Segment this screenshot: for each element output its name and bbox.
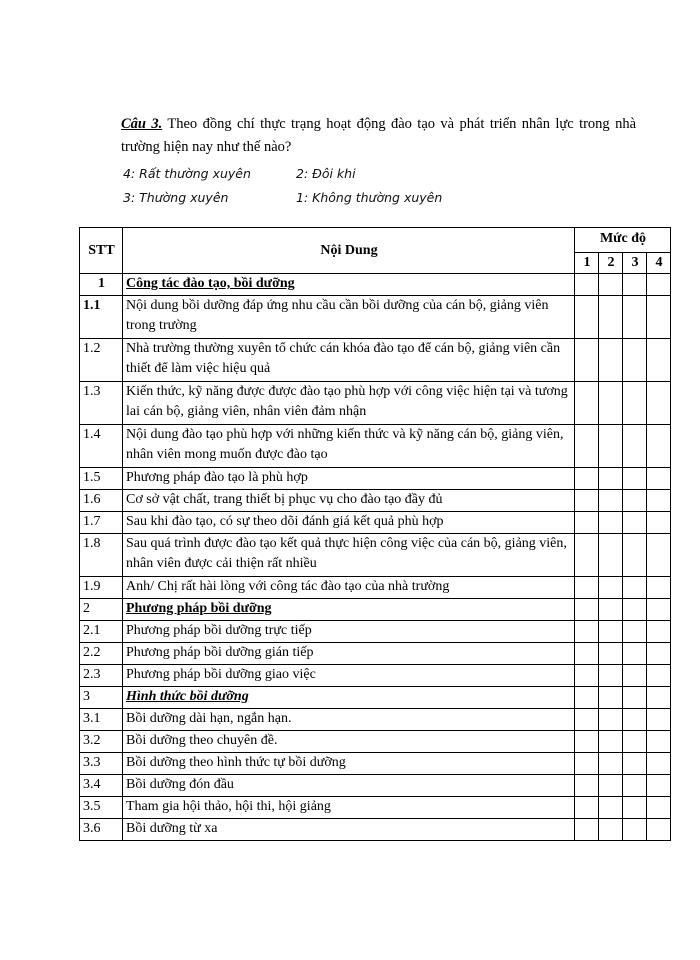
rating-cell-level-4[interactable] (647, 775, 671, 797)
rating-cell-level-2[interactable] (599, 665, 623, 687)
rating-cell-level-2[interactable] (599, 468, 623, 490)
row-number: 3.2 (80, 731, 123, 753)
table-row (80, 731, 671, 753)
row-number: 1 (80, 274, 123, 296)
rating-cell-level-1[interactable] (575, 468, 599, 490)
rating-cell-level-4[interactable] (647, 797, 671, 819)
row-content: Cơ sở vật chất, trang thiết bị phục vụ cho đào tạo đầy đủ (123, 490, 575, 512)
rating-cell-level-3[interactable] (623, 643, 647, 665)
rating-cell-level-4[interactable] (647, 643, 671, 665)
rating-cell-level-1[interactable] (575, 339, 599, 382)
rating-cell-level-3[interactable] (623, 687, 647, 709)
rating-cell-level-2[interactable] (599, 577, 623, 599)
table-row (80, 512, 671, 534)
table-row (80, 687, 671, 709)
rating-cell-level-3[interactable] (623, 819, 647, 841)
rating-cell-level-1[interactable] (575, 534, 599, 577)
row-content: Kiến thức, kỹ năng được được đào tạo phù hợp với công việc hiện tại và tương lai cán bộ, giảng viên, nhân viên đảm nhận (123, 382, 575, 425)
table-row (80, 797, 671, 819)
rating-cell-level-1[interactable] (575, 643, 599, 665)
rating-cell-level-2[interactable] (599, 512, 623, 534)
header-level: Mức độ (575, 228, 671, 253)
rating-cell-level-4[interactable] (647, 534, 671, 577)
question-label: Câu 3. (121, 116, 163, 132)
row-number: 1.8 (80, 534, 123, 577)
row-content: Nhà trường thường xuyên tổ chức cán khóa đào tạo để cán bộ, giảng viên cần thiết để làm việc hiệu quả (123, 339, 575, 382)
question-block (121, 113, 636, 159)
table-row (80, 621, 671, 643)
rating-cell-level-3[interactable] (623, 339, 647, 382)
header-level-1: 1 (575, 253, 599, 274)
row-number: 1.6 (80, 490, 123, 512)
row-content: Phương pháp bồi dưỡng (123, 599, 575, 621)
row-number: 1.2 (80, 339, 123, 382)
rating-cell-level-3[interactable] (623, 296, 647, 339)
row-content: Sau quá trình được đào tạo kết quả thực hiện công việc của cán bộ, giảng viên, nhân viên được cải thiện rất nhiều (123, 534, 575, 577)
header-stt: STT (80, 228, 123, 274)
rating-cell-level-1[interactable] (575, 490, 599, 512)
rating-cell-level-4[interactable] (647, 339, 671, 382)
row-number: 1.7 (80, 512, 123, 534)
rating-cell-level-1[interactable] (575, 819, 599, 841)
rating-cell-level-3[interactable] (623, 665, 647, 687)
rating-cell-level-3[interactable] (623, 274, 647, 296)
rating-cell-level-4[interactable] (647, 512, 671, 534)
rating-scale-legend (123, 162, 442, 210)
rating-cell-level-1[interactable] (575, 775, 599, 797)
table-row (80, 819, 671, 841)
table-row (80, 534, 671, 577)
rating-cell-level-3[interactable] (623, 468, 647, 490)
row-content: Hình thức bồi dưỡng (123, 687, 575, 709)
row-content: Anh/ Chị rất hài lòng với công tác đào tạo của nhà trường (123, 577, 575, 599)
table-row (80, 339, 671, 382)
table-row (80, 665, 671, 687)
row-content: Phương pháp bồi dưỡng trực tiếp (123, 621, 575, 643)
rating-cell-level-2[interactable] (599, 753, 623, 775)
table-row (80, 274, 671, 296)
row-number: 3.4 (80, 775, 123, 797)
rating-cell-level-3[interactable] (623, 709, 647, 731)
rating-cell-level-4[interactable] (647, 819, 671, 841)
question-text: Theo đồng chí thực trạng hoạt động đào tạo và phát triển nhân lực trong nhà trường hiện nay như thế nào? (121, 116, 637, 155)
row-content: Phương pháp bồi dưỡng gián tiếp (123, 643, 575, 665)
row-number: 3.3 (80, 753, 123, 775)
rating-cell-level-2[interactable] (599, 775, 623, 797)
rating-cell-level-2[interactable] (599, 274, 623, 296)
row-content: Bồi dưỡng dài hạn, ngắn hạn. (123, 709, 575, 731)
table-row (80, 296, 671, 339)
header-level-4: 4 (647, 253, 671, 274)
row-number: 2.2 (80, 643, 123, 665)
rating-cell-level-2[interactable] (599, 797, 623, 819)
rating-cell-level-2[interactable] (599, 819, 623, 841)
rating-cell-level-2[interactable] (599, 382, 623, 425)
rating-cell-level-4[interactable] (647, 621, 671, 643)
row-number: 2.3 (80, 665, 123, 687)
rating-cell-level-2[interactable] (599, 709, 623, 731)
rating-cell-level-1[interactable] (575, 665, 599, 687)
table-row (80, 709, 671, 731)
rating-cell-level-2[interactable] (599, 731, 623, 753)
scale-option-2: 2: Đôi khi (296, 166, 356, 181)
rating-cell-level-3[interactable] (623, 425, 647, 468)
table-row (80, 775, 671, 797)
rating-cell-level-1[interactable] (575, 274, 599, 296)
survey-table (79, 227, 671, 841)
table-row (80, 577, 671, 599)
row-content: Bồi dưỡng đón đầu (123, 775, 575, 797)
rating-cell-level-1[interactable] (575, 512, 599, 534)
rating-cell-level-1[interactable] (575, 709, 599, 731)
scale-option-4: 4: Rất thường xuyên (123, 166, 251, 181)
rating-cell-level-3[interactable] (623, 534, 647, 577)
header-content: Nội Dung (123, 228, 575, 274)
table-row (80, 490, 671, 512)
rating-cell-level-1[interactable] (575, 382, 599, 425)
rating-cell-level-3[interactable] (623, 577, 647, 599)
rating-cell-level-3[interactable] (623, 512, 647, 534)
rating-cell-level-2[interactable] (599, 339, 623, 382)
rating-cell-level-1[interactable] (575, 621, 599, 643)
rating-cell-level-3[interactable] (623, 382, 647, 425)
row-content: Bồi dưỡng theo chuyên đề. (123, 731, 575, 753)
header-level-2: 2 (599, 253, 623, 274)
rating-cell-level-1[interactable] (575, 296, 599, 339)
rating-cell-level-4[interactable] (647, 490, 671, 512)
table-row (80, 382, 671, 425)
table-row (80, 599, 671, 621)
rating-cell-level-2[interactable] (599, 534, 623, 577)
rating-cell-level-1[interactable] (575, 599, 599, 621)
rating-cell-level-4[interactable] (647, 274, 671, 296)
rating-cell-level-4[interactable] (647, 709, 671, 731)
rating-cell-level-3[interactable] (623, 731, 647, 753)
rating-cell-level-2[interactable] (599, 425, 623, 468)
rating-cell-level-3[interactable] (623, 797, 647, 819)
row-number: 3.1 (80, 709, 123, 731)
rating-cell-level-1[interactable] (575, 425, 599, 468)
scale-option-3: 3: Thường xuyên (123, 190, 229, 205)
rating-cell-level-4[interactable] (647, 665, 671, 687)
table-row (80, 468, 671, 490)
rating-cell-level-4[interactable] (647, 731, 671, 753)
rating-cell-level-4[interactable] (647, 687, 671, 709)
row-content: Nội dung đào tạo phù hợp với những kiến thức và kỹ năng cán bộ, giảng viên, nhân viên mong muốn được đào tạo (123, 425, 575, 468)
survey-table-body (80, 274, 671, 841)
row-number: 1.9 (80, 577, 123, 599)
rating-cell-level-1[interactable] (575, 687, 599, 709)
row-content: Bồi dưỡng theo hình thức tự bồi dưỡng (123, 753, 575, 775)
rating-cell-level-4[interactable] (647, 753, 671, 775)
rating-cell-level-2[interactable] (599, 599, 623, 621)
row-content: Sau khi đào tạo, có sự theo dõi đánh giá kết quả phù hợp (123, 512, 575, 534)
rating-cell-level-3[interactable] (623, 621, 647, 643)
rating-cell-level-4[interactable] (647, 577, 671, 599)
rating-cell-level-4[interactable] (647, 599, 671, 621)
row-number: 3 (80, 687, 123, 709)
row-number: 1.4 (80, 425, 123, 468)
rating-cell-level-4[interactable] (647, 382, 671, 425)
rating-cell-level-2[interactable] (599, 687, 623, 709)
rating-cell-level-1[interactable] (575, 731, 599, 753)
rating-cell-level-4[interactable] (647, 296, 671, 339)
row-number: 2 (80, 599, 123, 621)
rating-cell-level-2[interactable] (599, 643, 623, 665)
row-content: Phương pháp đào tạo là phù hợp (123, 468, 575, 490)
rating-cell-level-1[interactable] (575, 797, 599, 819)
row-number: 1.3 (80, 382, 123, 425)
rating-cell-level-4[interactable] (647, 425, 671, 468)
rating-cell-level-3[interactable] (623, 490, 647, 512)
rating-cell-level-4[interactable] (647, 468, 671, 490)
row-content: Tham gia hội thảo, hội thi, hội giảng (123, 797, 575, 819)
rating-cell-level-2[interactable] (599, 621, 623, 643)
header-level-3: 3 (623, 253, 647, 274)
rating-cell-level-1[interactable] (575, 577, 599, 599)
table-row (80, 643, 671, 665)
scale-option-1: 1: Không thường xuyên (296, 190, 443, 205)
table-row (80, 425, 671, 468)
table-row (80, 753, 671, 775)
rating-cell-level-2[interactable] (599, 296, 623, 339)
row-content: Phương pháp bồi dưỡng giao việc (123, 665, 575, 687)
row-content: Nội dung bồi dưỡng đáp ứng nhu cầu cần bồi dưỡng của cán bộ, giảng viên trong trường (123, 296, 575, 339)
row-number: 1.5 (80, 468, 123, 490)
row-number: 2.1 (80, 621, 123, 643)
row-content: Bồi dưỡng từ xa (123, 819, 575, 841)
row-number: 3.6 (80, 819, 123, 841)
row-number: 1.1 (80, 296, 123, 339)
rating-cell-level-3[interactable] (623, 753, 647, 775)
row-number: 3.5 (80, 797, 123, 819)
rating-cell-level-1[interactable] (575, 753, 599, 775)
rating-cell-level-3[interactable] (623, 775, 647, 797)
row-content: Công tác đào tạo, bồi dưỡng (123, 274, 575, 296)
rating-cell-level-3[interactable] (623, 599, 647, 621)
rating-cell-level-2[interactable] (599, 490, 623, 512)
